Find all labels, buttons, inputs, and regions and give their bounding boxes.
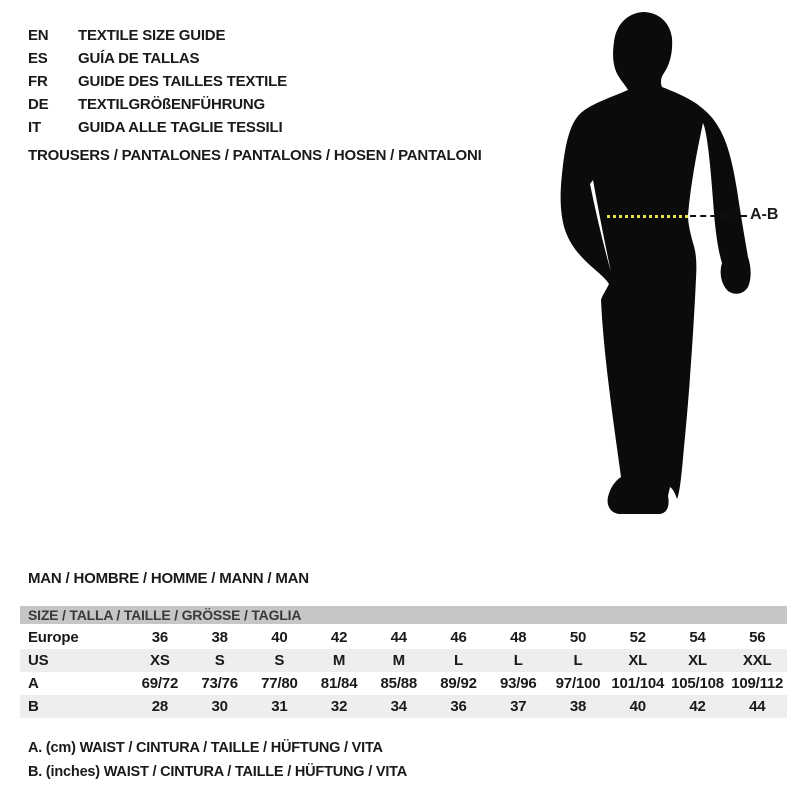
size-value-cell: 40 (271, 629, 288, 646)
language-row (28, 24, 287, 47)
size-value-cell: 44 (749, 698, 766, 715)
size-value-cell: M (332, 652, 346, 669)
footnote-line: B. (inches) WAIST / CINTURA / TAILLE / HÜFTUNG / VITA (28, 764, 408, 780)
man-silhouette-figure (540, 0, 800, 530)
garment-heading: TROUSERS / PANTALONES / PANTALONS / HOSEN / PANTALONI (28, 147, 482, 164)
language-row (28, 116, 287, 139)
size-value-cell: 89/92 (440, 675, 477, 692)
footnotes (28, 740, 407, 788)
size-value-cell: 36 (151, 629, 169, 646)
language-title: TEXTILGRÖßENFÜHRUNG (78, 96, 266, 113)
size-value-cell: 81/84 (320, 675, 358, 692)
size-value-cell: 46 (450, 629, 467, 646)
size-value-cell: 54 (689, 629, 706, 646)
size-value-cell: 34 (390, 698, 407, 715)
size-value-cell: 52 (629, 629, 646, 646)
language-code: DE (28, 96, 49, 113)
language-title: GUIDE DES TAILLES TEXTILE (78, 73, 287, 90)
size-value-cell: 97/100 (555, 675, 601, 692)
size-value-cell: 40 (629, 698, 646, 715)
language-code: IT (28, 119, 41, 136)
size-value-cell: 85/88 (380, 675, 418, 692)
size-value-cell: XS (150, 652, 170, 669)
man-silhouette-icon (540, 0, 800, 530)
size-table-row (20, 695, 787, 718)
size-table (20, 606, 787, 718)
language-code: ES (28, 50, 48, 67)
size-table-row (20, 626, 787, 649)
size-value-cell: S (214, 652, 225, 669)
size-value-cell: 28 (151, 698, 169, 715)
waist-measure-dash (690, 215, 747, 217)
language-row (28, 70, 287, 93)
size-value-cell: 50 (569, 629, 587, 646)
size-value-cell: 93/96 (500, 675, 537, 692)
language-title-list (28, 24, 287, 139)
size-value-cell: M (392, 652, 405, 669)
size-value-cell: 42 (330, 629, 348, 646)
size-value-cell: 56 (749, 629, 766, 646)
size-value-cell: 109/112 (731, 675, 784, 692)
size-value-cell: 31 (271, 698, 288, 715)
size-value-cell: 36 (450, 698, 467, 715)
size-value-cell: L (513, 652, 523, 669)
size-value-cell: 37 (510, 698, 527, 715)
size-value-cell: 77/80 (261, 675, 298, 692)
size-value-cell: 101/104 (611, 675, 665, 692)
language-title: GUIDA ALLE TAGLIE TESSILI (78, 119, 283, 136)
size-value-cell: 44 (390, 629, 407, 646)
size-value-cell: 73/76 (201, 675, 238, 692)
size-value-cell: 32 (330, 698, 348, 715)
language-row (28, 93, 287, 116)
size-value-cell: 30 (211, 698, 228, 715)
size-table-row (20, 649, 787, 672)
row-label: A (28, 675, 39, 692)
row-label: Europe (28, 629, 79, 646)
size-table-row (20, 672, 787, 695)
size-table-rows (20, 626, 787, 718)
language-code: FR (28, 73, 48, 90)
size-value-cell: XL (688, 652, 707, 669)
size-value-cell: L (454, 652, 464, 669)
waist-measure-line (607, 215, 688, 218)
size-value-cell: 38 (569, 698, 587, 715)
language-title: GUÍA DE TALLAS (78, 50, 200, 67)
size-value-cell: 69/72 (141, 675, 179, 692)
size-value-cell: 38 (211, 629, 228, 646)
size-table-header: SIZE / TALLA / TAILLE / GRÖSSE / TAGLIA (20, 606, 787, 624)
size-value-cell: XXL (742, 652, 772, 669)
section-heading-man: MAN / HOMBRE / HOMME / MANN / MAN (28, 570, 309, 587)
size-value-cell: 42 (689, 698, 706, 715)
language-title: TEXTILE SIZE GUIDE (78, 27, 226, 44)
footnote-line: A. (cm) WAIST / CINTURA / TAILLE / HÜFTUNG / VITA (28, 740, 383, 756)
size-value-cell: 48 (510, 629, 527, 646)
size-value-cell: 105/108 (671, 675, 724, 692)
size-value-cell: L (573, 652, 583, 669)
row-label: US (28, 652, 49, 669)
size-value-cell: S (274, 652, 285, 669)
row-label: B (28, 698, 39, 715)
language-row (28, 47, 287, 70)
size-value-cell: XL (628, 652, 648, 669)
measure-label: A-B (750, 206, 779, 223)
language-code: EN (28, 27, 49, 44)
